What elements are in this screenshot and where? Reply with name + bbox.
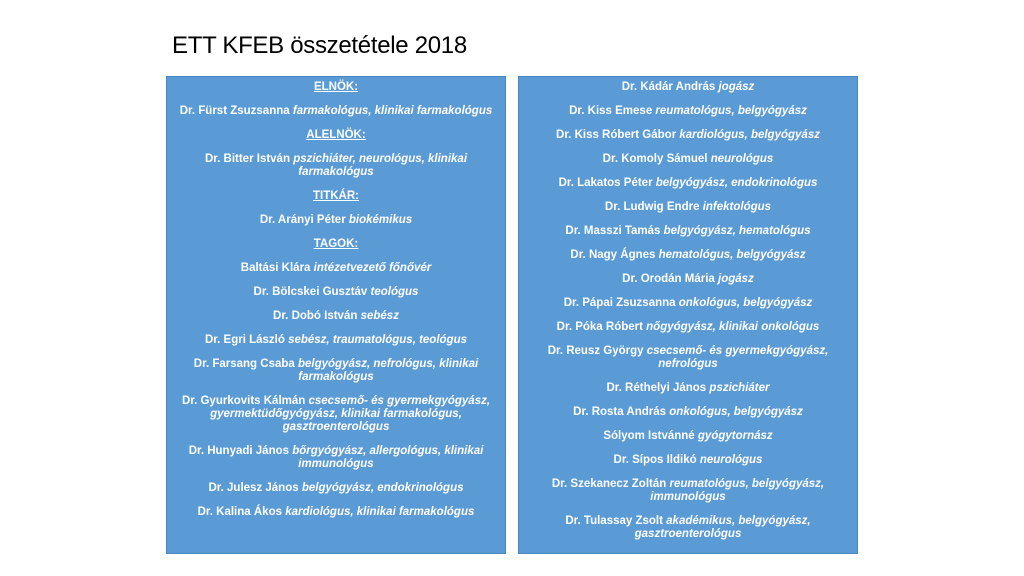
member-role: intézetvezető főnővér — [313, 262, 432, 274]
member-entry — [605, 201, 771, 214]
page-title: ETT KFEB összetétele 2018 — [172, 32, 467, 59]
member-name: Dr. Kiss Róbert Gábor — [556, 129, 677, 141]
member-name: Dr. Pápai Zsuzsanna — [563, 297, 676, 309]
member-role: kardiológus, klinikai farmakológus — [285, 506, 475, 518]
member-role: belgyógyász, nefrológus, klinikai farmakológus — [297, 358, 479, 383]
vice-president-entry — [176, 153, 496, 179]
member-name: Dr. Tulassay Zsolt — [565, 515, 663, 527]
member-role: neurológus — [710, 153, 774, 165]
member-role: farmakológus, klinikai farmakológus — [292, 105, 493, 117]
member-name: Dr. Julesz János — [208, 482, 299, 494]
member-entry — [622, 273, 754, 286]
member-entry — [176, 445, 496, 471]
member-entry — [559, 177, 818, 190]
member-role: gyógytornász — [697, 430, 773, 442]
member-name: Dr. Masszi Tamás — [565, 225, 661, 237]
leadership-panel — [166, 76, 506, 554]
member-role: belgyógyász, endokrinológus — [655, 177, 818, 189]
member-role: reumatológus, belgyógyász, immunológus — [650, 478, 825, 503]
member-name: Dr. Hunyadi János — [188, 445, 290, 457]
members-heading: TAGOK: — [313, 238, 359, 250]
secretary-entry — [260, 214, 412, 227]
member-name: Sólyom Istvánné — [603, 430, 695, 442]
president-heading: ELNÖK: — [313, 81, 359, 93]
member-entry — [614, 454, 763, 467]
member-role: sebész, traumatológus, teológus — [288, 334, 467, 346]
member-role: belgyógyász, hematológus — [663, 225, 811, 237]
member-entry — [564, 297, 813, 310]
member-name: Dr. Kalina Ákos — [197, 506, 282, 518]
vice-president-heading: ALELNÖK: — [306, 129, 366, 141]
member-role: sebész — [360, 310, 399, 322]
member-role: hematológus, belgyógyász — [658, 249, 806, 261]
member-entry — [569, 105, 807, 118]
member-entry — [241, 262, 431, 275]
member-name: Dr. Reusz György — [547, 345, 644, 357]
member-name: Dr. Ludwig Endre — [604, 201, 700, 213]
member-name: Dr. Egri László — [204, 334, 285, 346]
member-name: Dr. Kádár András — [621, 81, 716, 93]
member-name: Baltási Klára — [240, 262, 311, 274]
member-entry — [528, 478, 848, 504]
member-name: Dr. Lakatos Péter — [558, 177, 653, 189]
member-role: reumatológus, belgyógyász — [655, 105, 807, 117]
member-name: Dr. Póka Róbert — [556, 321, 643, 333]
member-entry — [198, 506, 475, 519]
member-name: Dr. Komoly Sámuel — [602, 153, 708, 165]
member-name: Dr. Bitter István — [204, 153, 290, 165]
member-entry — [622, 81, 755, 94]
member-role: infektológus — [702, 201, 772, 213]
member-name: Dr. Szekanecz Zoltán — [551, 478, 667, 490]
member-name: Dr. Farsang Csaba — [193, 358, 295, 370]
member-role: biokémikus — [348, 214, 413, 226]
member-role: jogász — [718, 81, 755, 93]
member-entry — [205, 334, 467, 347]
member-name: Dr. Arányi Péter — [259, 214, 346, 226]
member-name: Dr. Orodán Mária — [622, 273, 715, 285]
member-entry — [570, 249, 805, 262]
member-entry — [565, 225, 810, 238]
member-role: csecsemő- és gyermekgyógyász, gyermektüdőgyógyász, klinikai farmakológus, gasztroenterológus — [210, 395, 491, 433]
member-name: Dr. Réthelyi János — [606, 382, 707, 394]
member-entry — [254, 286, 419, 299]
member-role: neurológus — [699, 454, 763, 466]
secretary-heading: TITKÁR: — [313, 190, 359, 202]
member-entry — [607, 382, 770, 395]
member-entry — [573, 406, 803, 419]
member-role: teológus — [370, 286, 419, 298]
member-name: Dr. Rosta András — [573, 406, 667, 418]
member-entry — [603, 153, 774, 166]
member-entry — [603, 430, 772, 443]
member-role: kardiológus, belgyógyász — [679, 129, 820, 141]
member-role: csecsemő- és gyermekgyógyász, nefrológus — [646, 345, 829, 370]
member-name: Dr. Kiss Emese — [569, 105, 653, 117]
member-entry — [209, 482, 464, 495]
member-entry — [528, 515, 848, 541]
member-entry — [557, 321, 820, 334]
members-panel — [518, 76, 858, 554]
member-name: Dr. Fürst Zsuzsanna — [179, 105, 290, 117]
member-role: jogász — [718, 273, 754, 285]
member-role: akadémikus, belgyógyász, gasztroenterológus — [634, 515, 811, 540]
member-role: pszichiáter — [709, 382, 770, 394]
member-entry — [273, 310, 399, 323]
member-entry — [556, 129, 820, 142]
member-name: Dr. Bölcskei Gusztáv — [253, 286, 368, 298]
member-role: bőrgyógyász, allergológus, klinikai immunológus — [292, 445, 484, 470]
member-role: belgyógyász, endokrinológus — [301, 482, 464, 494]
member-role: pszichiáter, neurológus, klinikai farmakológus — [293, 153, 468, 178]
member-role: nőgyógyász, klinikai onkológus — [646, 321, 820, 333]
member-name: Dr. Nagy Ágnes — [570, 249, 656, 261]
member-entry — [176, 358, 496, 384]
member-role: onkológus, belgyógyász — [669, 406, 803, 418]
president-entry — [180, 105, 493, 118]
member-name: Dr. Sípos Ildikó — [613, 454, 697, 466]
member-name: Dr. Gyurkovits Kálmán — [181, 395, 306, 407]
member-name: Dr. Dobó István — [273, 310, 358, 322]
member-entry — [176, 395, 496, 434]
member-role: onkológus, belgyógyász — [678, 297, 813, 309]
member-entry — [528, 345, 848, 371]
